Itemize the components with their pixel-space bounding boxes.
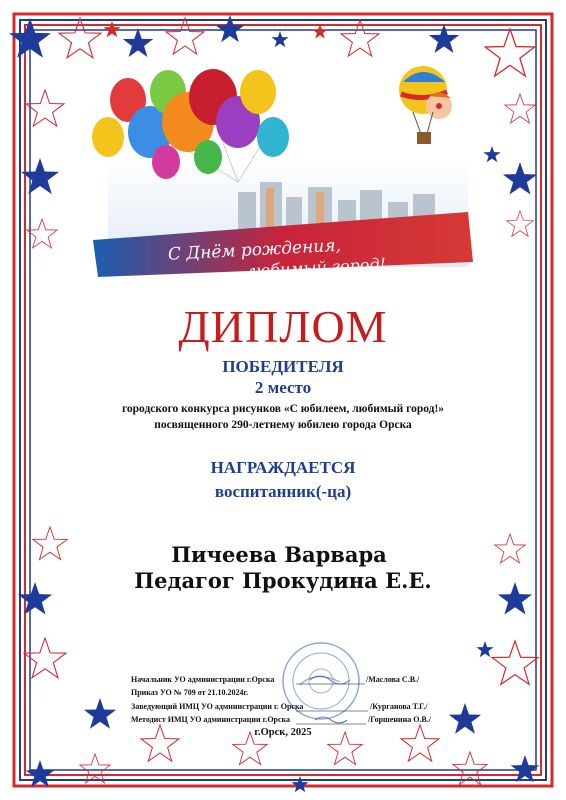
recipient-role: воспитанник(-ца) [214, 482, 352, 501]
order-reference: Приказ УО № 709 от 21.10.2024г. [131, 688, 249, 697]
contest-line-1: городского конкурса рисунков «С юбилеем, любимый город!» [121, 403, 445, 415]
recipient-name: Пичеева Варвара [171, 542, 387, 567]
signature-line-1-right: /Маслова С.В./ [366, 675, 420, 684]
city-year-footer: г.Орск, 2025 [254, 727, 312, 738]
banner-caption-line2: любимый город! [245, 254, 387, 281]
signature-line-4-right: /Горшенина О.В./ [368, 715, 431, 724]
signature-line-1-left: Начальник УО администрации г.Орска [131, 675, 275, 684]
awarded-heading: НАГРАЖДАЕТСЯ [210, 458, 356, 477]
banner-caption-line1: С Днём рождения, [167, 235, 342, 265]
signature-line-4-left: Методист ИМЦ УО администрации г.Орска [131, 715, 291, 724]
signature-line-3-left: Заведующий ИМЦ УО администрации г. Орска [131, 702, 304, 711]
contest-line-2: посвященного 290-летнему юбилею города Орска [154, 419, 412, 431]
teacher-name: Педагог Прокудина Е.Е. [134, 568, 432, 593]
diploma-title: ДИПЛОМ [178, 301, 388, 352]
diploma-subtitle: ПОБЕДИТЕЛЯ [222, 357, 344, 376]
place-text: 2 место [254, 378, 312, 397]
signature-line-3-right: /Курганова Т.Г./ [370, 702, 428, 711]
